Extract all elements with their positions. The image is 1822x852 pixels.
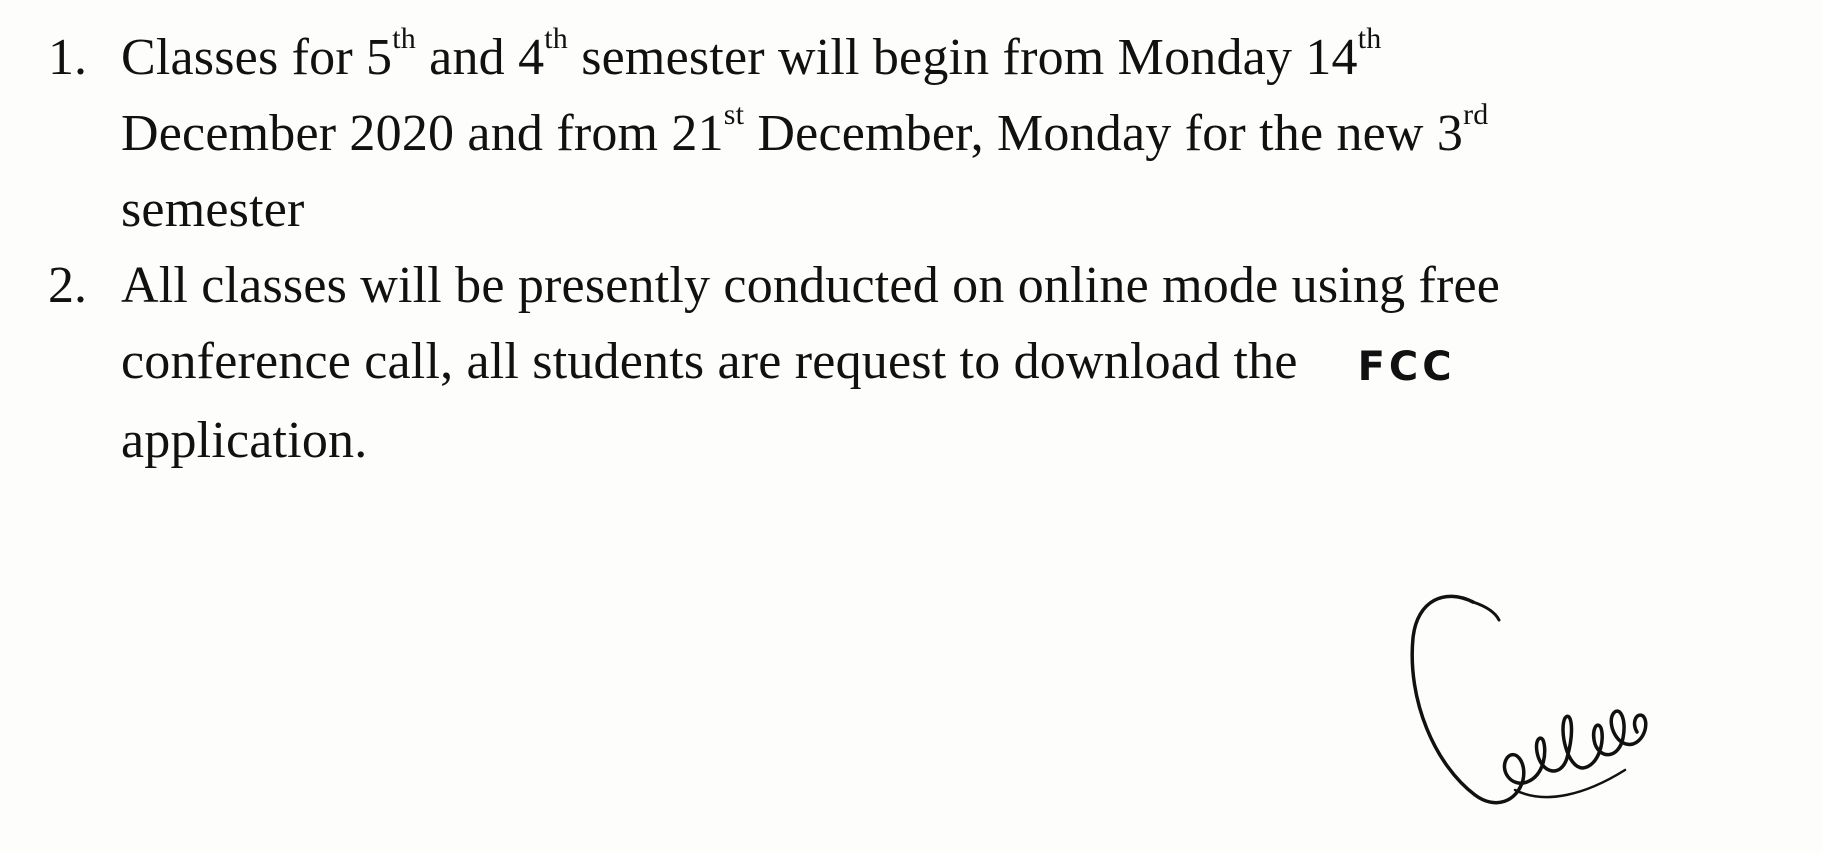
text-line: semester — [121, 181, 305, 238]
signature-image — [1395, 590, 1695, 830]
list-number: 2. — [48, 257, 87, 314]
text-run: and 4 — [415, 29, 545, 86]
ordinal-suffix: th — [1357, 21, 1382, 55]
list-item-text — [121, 248, 1761, 479]
text-run: conference call, all students are request to download the — [121, 333, 1298, 390]
handwritten-app-name: FCC — [1357, 344, 1456, 390]
text-run: December 2020 and from 21 — [121, 105, 724, 162]
list-item-text — [121, 20, 1761, 248]
text-line — [121, 324, 1761, 403]
text-run: December, Monday for the new 3 — [744, 105, 1464, 162]
text-line: All classes will be presently conducted on online mode using free — [121, 257, 1501, 314]
text-run: Classes for 5 — [121, 29, 393, 86]
list-number: 1. — [48, 29, 87, 86]
ordinal-suffix: th — [544, 21, 569, 55]
text-line: application. — [121, 412, 368, 469]
ordinal-suffix: rd — [1463, 97, 1489, 131]
text-run: semester will begin from Monday 14 — [568, 29, 1358, 86]
text-line — [121, 20, 1761, 96]
ordinal-suffix: th — [392, 21, 416, 55]
text-line — [121, 96, 1761, 172]
ordinal-suffix: st — [723, 97, 745, 131]
